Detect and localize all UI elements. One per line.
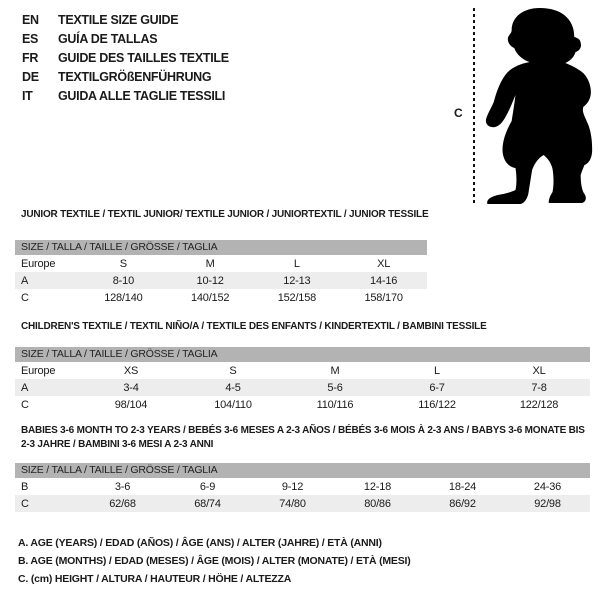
- language-row-de: [22, 67, 229, 86]
- age-cell: 10-12: [196, 274, 224, 287]
- age-cell: 7-8: [531, 381, 547, 394]
- language-title: GUÍA DE TALLAS: [58, 31, 158, 46]
- row-label: A: [21, 381, 29, 394]
- height-label-c: C: [454, 106, 463, 120]
- table-title-children: CHILDREN'S TEXTILE / TEXTIL NIÑO/A / TEXTILE DES ENFANTS / KINDERTEXTIL / BAMBINI TESSILE: [21, 321, 487, 332]
- table-title-babies: BABIES 3-6 MONTH TO 2-3 YEARS / BEBÉS 3-6 MESES A 2-3 AÑOS / BÉBÉS 3-6 MOIS À 2-3 ANS / BABYS 3-6 MONATE BIS 2-3 JAHRE / BAMBINI 3-6 MESI A 2-3 ANNI: [21, 425, 585, 450]
- height-cell: 104/110: [214, 398, 252, 411]
- age-cell: 4-5: [225, 381, 241, 394]
- language-row-it: [22, 86, 229, 105]
- table-row-age: [15, 379, 590, 396]
- height-cell: 98/104: [114, 398, 148, 411]
- size-cell: L: [293, 257, 300, 270]
- babies-size-table: [15, 463, 590, 512]
- age-cell: 6-9: [199, 480, 216, 493]
- height-cell: 140/152: [190, 291, 230, 304]
- row-label: Europe: [21, 364, 56, 377]
- height-cell: 110/116: [316, 398, 354, 411]
- table-row-europe: [15, 362, 590, 379]
- language-title: GUIDA ALLE TAGLIE TESSILI: [58, 88, 226, 103]
- children-size-table-section: [15, 320, 590, 413]
- size-header-bar: SIZE / TALLA / TAILLE / GRÖSSE / TAGLIA: [15, 347, 590, 362]
- language-code: FR: [22, 50, 39, 65]
- height-cell: 80/86: [364, 497, 391, 510]
- row-label: A: [21, 274, 29, 287]
- row-label: B: [21, 480, 29, 493]
- row-label: C: [21, 398, 29, 411]
- size-header-bar: SIZE / TALLA / TAILLE / GRÖSSE / TAGLIA: [15, 463, 590, 478]
- legend-line-b: B. AGE (MONTHS) / EDAD (MESES) / ÂGE (MOIS) / ALTER (MONATE) / ETÀ (MESI): [18, 555, 411, 567]
- age-cell: 12-13: [283, 274, 311, 287]
- age-cell: 24-36: [533, 480, 562, 493]
- legend-block: [18, 534, 411, 588]
- height-cell: 158/170: [364, 291, 403, 304]
- row-label: C: [21, 497, 29, 510]
- height-cell: 92/98: [534, 497, 561, 510]
- children-size-table: [15, 347, 590, 413]
- size-cell: M: [330, 364, 340, 377]
- size-cell: XL: [377, 257, 391, 270]
- table-title-junior: JUNIOR TEXTILE / TEXTIL JUNIOR/ TEXTILE JUNIOR / JUNIORTEXTIL / JUNIOR TESSILE: [21, 209, 429, 220]
- height-cell: 86/92: [449, 497, 476, 510]
- junior-size-table-section: [15, 208, 590, 306]
- age-cell: 9-12: [281, 480, 304, 493]
- age-cell: 12-18: [363, 480, 392, 493]
- language-row-en: [22, 10, 229, 29]
- language-title-block: [22, 10, 229, 105]
- age-cell: 5-6: [327, 381, 343, 394]
- language-title: TEXTILGRÖßENFÜHRUNG: [58, 69, 212, 84]
- row-label: Europe: [21, 257, 56, 270]
- babies-size-table-section: [15, 424, 590, 512]
- language-code: EN: [22, 12, 39, 27]
- table-row-height: [15, 289, 427, 306]
- language-code: IT: [22, 88, 33, 103]
- height-cell: 74/80: [279, 497, 306, 510]
- height-measure-dotted-line: [473, 8, 475, 206]
- table-row-height: [15, 396, 590, 413]
- age-cell: 3-4: [123, 381, 139, 394]
- language-row-es: [22, 29, 229, 48]
- height-cell: 116/122: [418, 398, 456, 411]
- size-cell: XS: [123, 364, 139, 377]
- legend-line-c: C. (cm) HEIGHT / ALTURA / HAUTEUR / HÖHE / ALTEZZA: [18, 573, 292, 585]
- size-header-bar: SIZE / TALLA / TAILLE / GRÖSSE / TAGLIA: [15, 240, 427, 255]
- height-cell: 152/158: [277, 291, 317, 304]
- language-code: DE: [22, 69, 39, 84]
- age-cell: 18-24: [448, 480, 477, 493]
- row-label: C: [21, 291, 29, 304]
- size-cell: L: [434, 364, 440, 377]
- size-cell: S: [229, 364, 237, 377]
- height-cell: 122/128: [519, 398, 559, 411]
- language-title: GUIDE DES TAILLES TEXTILE: [58, 50, 229, 65]
- size-cell: M: [205, 257, 215, 270]
- size-cell: XL: [532, 364, 546, 377]
- baby-silhouette-icon: [481, 6, 596, 206]
- height-cell: 128/140: [104, 291, 143, 304]
- table-row-europe: [15, 255, 427, 272]
- age-cell: 6-7: [429, 381, 445, 394]
- junior-size-table: [15, 240, 427, 306]
- height-cell: 68/74: [194, 497, 221, 510]
- table-row-height: [15, 495, 590, 512]
- language-row-fr: [22, 48, 229, 67]
- age-cell: 8-10: [112, 274, 134, 287]
- table-row-age: [15, 272, 427, 289]
- legend-line-a: A. AGE (YEARS) / EDAD (AÑOS) / ÂGE (ANS) / ALTER (JAHRE) / ETÀ (ANNI): [18, 537, 382, 549]
- size-cell: S: [119, 257, 127, 270]
- age-cell: 3-6: [114, 480, 131, 493]
- language-title: TEXTILE SIZE GUIDE: [58, 12, 179, 27]
- age-cell: 14-16: [370, 274, 398, 287]
- language-code: ES: [22, 31, 39, 46]
- height-cell: 62/68: [109, 497, 136, 510]
- table-row-age-months: [15, 478, 590, 495]
